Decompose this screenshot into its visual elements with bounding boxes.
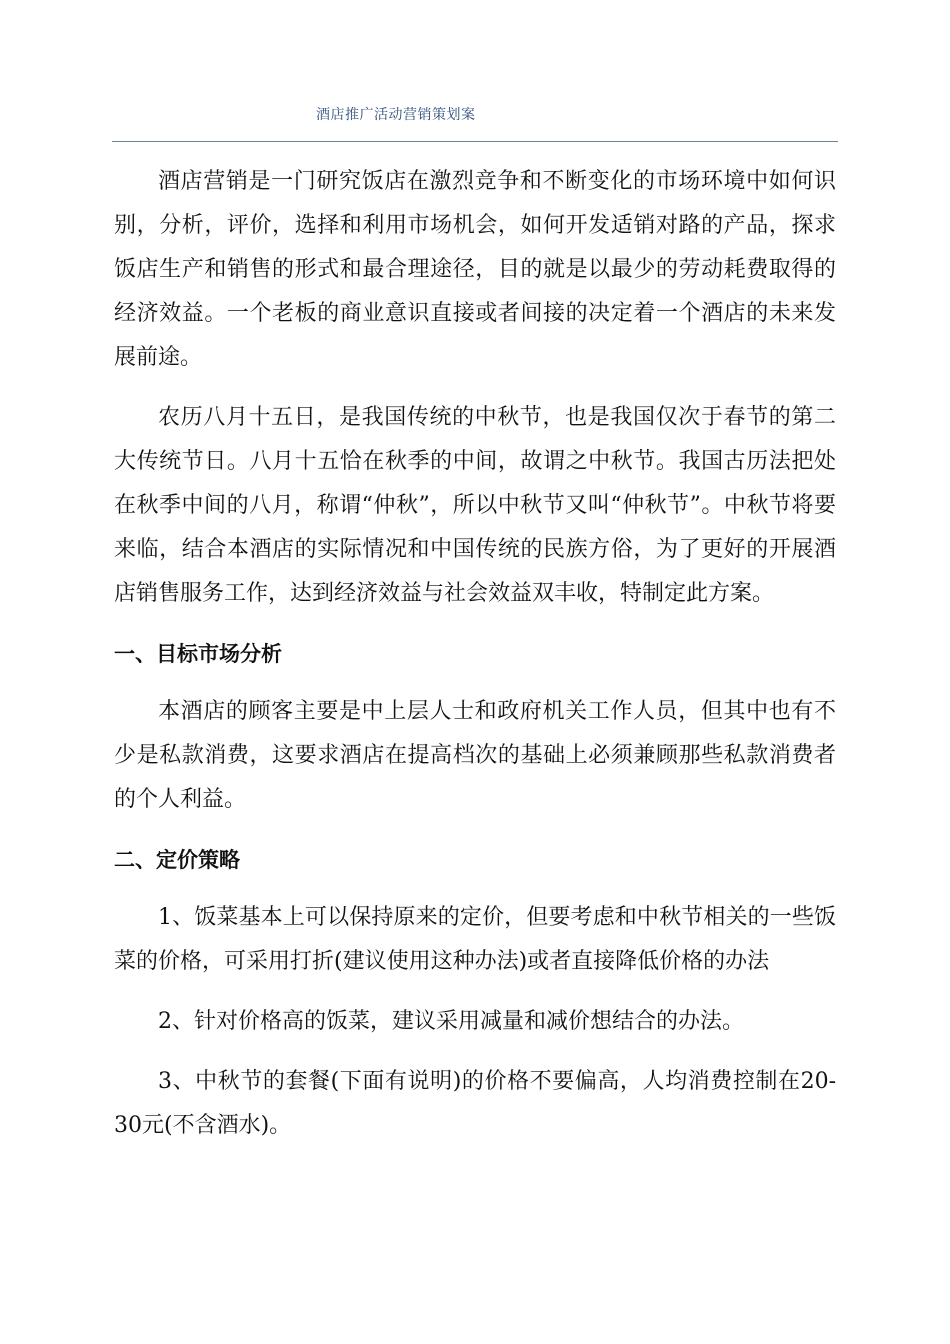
intro-paragraph-2: 农历八月十五日，是我国传统的中秋节，也是我国仅次于春节的第二大传统节日。八月十五恰在秋季的中间，故谓之中秋节。我国古历法把处在秋季中间的八月，称谓“仲秋”，所以中秋节又叫“仲秋节”。中秋节将要来临，结合本酒店的实际情况和中国传统的民族方俗，为了更好的开展酒店销售服务工作，达到经济效益与社会效益双丰收，特制定此方案。 xyxy=(114,405,836,606)
section-1-paragraph: 本酒店的顾客主要是中上层人士和政府机关工作人员，但其中也有不少是私款消费，这要求酒店在提高档次的基础上必须兼顾那些私款消费者的个人利益。 xyxy=(114,699,836,812)
page-header-title: 酒店推广活动营销策划案 xyxy=(316,107,476,123)
pricing-item-2: 2、针对价格高的饭菜，建议采用减量和减价想结合的办法。 xyxy=(158,1009,744,1034)
intro-paragraph-1: 酒店营销是一门研究饭店在激烈竞争和不断变化的市场环境中如何识别，分析，评价，选择和利用市场机会，如何开发适销对路的产品，探求饭店生产和销售的形式和最合理途径，目的就是以最少的劳动耗费取得的经济效益。一个老板的商业意识直接或者间接的决定着一个酒店的未来发展前途。 xyxy=(114,169,836,370)
pricing-item-1: 1、饭菜基本上可以保持原来的定价，但要考虑和中秋节相关的一些饭菜的价格，可采用打折(建议使用这种办法)或者直接降低价格的办法 xyxy=(114,905,836,974)
header-divider xyxy=(112,141,838,142)
section-2-heading: 二、定价策略 xyxy=(114,848,240,872)
pricing-item-3: 3、中秋节的套餐(下面有说明)的价格不要偏高，人均消费控制在20-30元(不含酒水)。 xyxy=(114,1069,836,1138)
section-1-heading: 一、目标市场分析 xyxy=(114,642,282,666)
document-body xyxy=(114,160,836,1164)
